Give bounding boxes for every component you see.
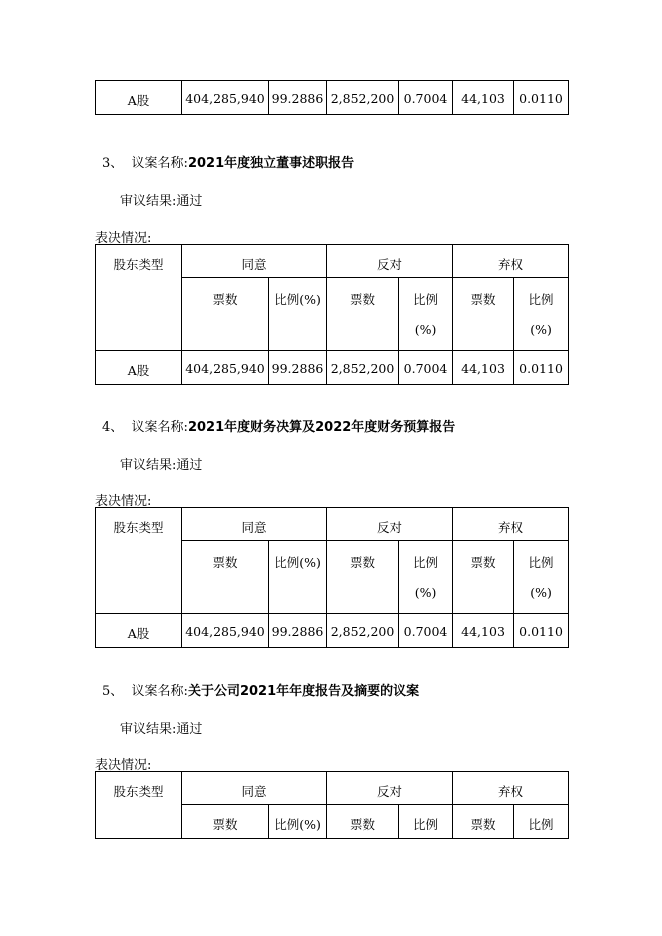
agree-votes: 404,285,940: [182, 351, 269, 385]
proposal-5-result: 审议结果:通过: [120, 722, 203, 737]
header-shareholder-type: 股东类型: [96, 245, 182, 351]
abstain-votes: 44,103: [453, 614, 514, 648]
proposal-3-vote-label: 表决情况:: [95, 231, 152, 246]
header-agree: 同意: [182, 508, 327, 541]
table-row: A股: [96, 81, 182, 115]
header-abstain: 弃权: [453, 245, 569, 278]
header-shareholder-type: 股东类型: [96, 772, 182, 839]
header-votes: 票数: [327, 541, 399, 614]
proposal-3-result: 审议结果:通过: [120, 194, 203, 209]
vote-table-2-tail: [95, 80, 569, 115]
header-ratio: 比例 (%): [514, 541, 569, 614]
header-ratio: 比例(%): [269, 541, 327, 614]
abstain-ratio: 0.0110: [514, 351, 569, 385]
header-votes: 票数: [327, 805, 399, 839]
header-agree: 同意: [182, 772, 327, 805]
header-votes: 票数: [453, 541, 514, 614]
oppose-votes: 2,852,200: [327, 81, 399, 115]
agree-ratio: 99.2886: [269, 81, 327, 115]
vote-table-5-head: [95, 771, 569, 839]
header-ratio: 比例: [399, 805, 453, 839]
header-votes: 票数: [453, 805, 514, 839]
header-ratio: 比例 (%): [399, 541, 453, 614]
oppose-ratio: 0.7004: [399, 81, 453, 115]
header-votes: 票数: [182, 278, 269, 351]
oppose-ratio: 0.7004: [399, 351, 453, 385]
vote-table-4: [95, 507, 569, 648]
abstain-votes: 44,103: [453, 81, 514, 115]
proposal-4-result: 审议结果:通过: [120, 458, 203, 473]
table-row: A股: [96, 614, 182, 648]
vote-table-3: [95, 244, 569, 385]
header-votes: 票数: [182, 805, 269, 839]
header-ratio: 比例 (%): [514, 278, 569, 351]
oppose-votes: 2,852,200: [327, 614, 399, 648]
header-abstain: 弃权: [453, 508, 569, 541]
abstain-votes: 44,103: [453, 351, 514, 385]
oppose-ratio: 0.7004: [399, 614, 453, 648]
agree-votes: 404,285,940: [182, 81, 269, 115]
proposal-5-vote-label: 表决情况:: [95, 758, 152, 773]
agree-votes: 404,285,940: [182, 614, 269, 648]
header-oppose: 反对: [327, 772, 453, 805]
proposal-3-heading: 3、 议案名称:2021年度独立董事述职报告: [102, 156, 355, 171]
header-abstain: 弃权: [453, 772, 569, 805]
header-votes: 票数: [327, 278, 399, 351]
abstain-ratio: 0.0110: [514, 614, 569, 648]
proposal-4-vote-label: 表决情况:: [95, 494, 152, 509]
header-shareholder-type: 股东类型: [96, 508, 182, 614]
oppose-votes: 2,852,200: [327, 351, 399, 385]
header-ratio: 比例 (%): [399, 278, 453, 351]
header-votes: 票数: [182, 541, 269, 614]
agree-ratio: 99.2886: [269, 351, 327, 385]
header-oppose: 反对: [327, 245, 453, 278]
header-agree: 同意: [182, 245, 327, 278]
table-row: A股: [96, 351, 182, 385]
header-ratio: 比例: [514, 805, 569, 839]
abstain-ratio: 0.0110: [514, 81, 569, 115]
header-ratio: 比例(%): [269, 278, 327, 351]
agree-ratio: 99.2886: [269, 614, 327, 648]
proposal-4-heading: 4、 议案名称:2021年度财务决算及2022年度财务预算报告: [102, 420, 456, 435]
header-ratio: 比例(%): [269, 805, 327, 839]
header-oppose: 反对: [327, 508, 453, 541]
header-votes: 票数: [453, 278, 514, 351]
proposal-5-heading: 5、 议案名称:关于公司2021年年度报告及摘要的议案: [102, 684, 420, 699]
